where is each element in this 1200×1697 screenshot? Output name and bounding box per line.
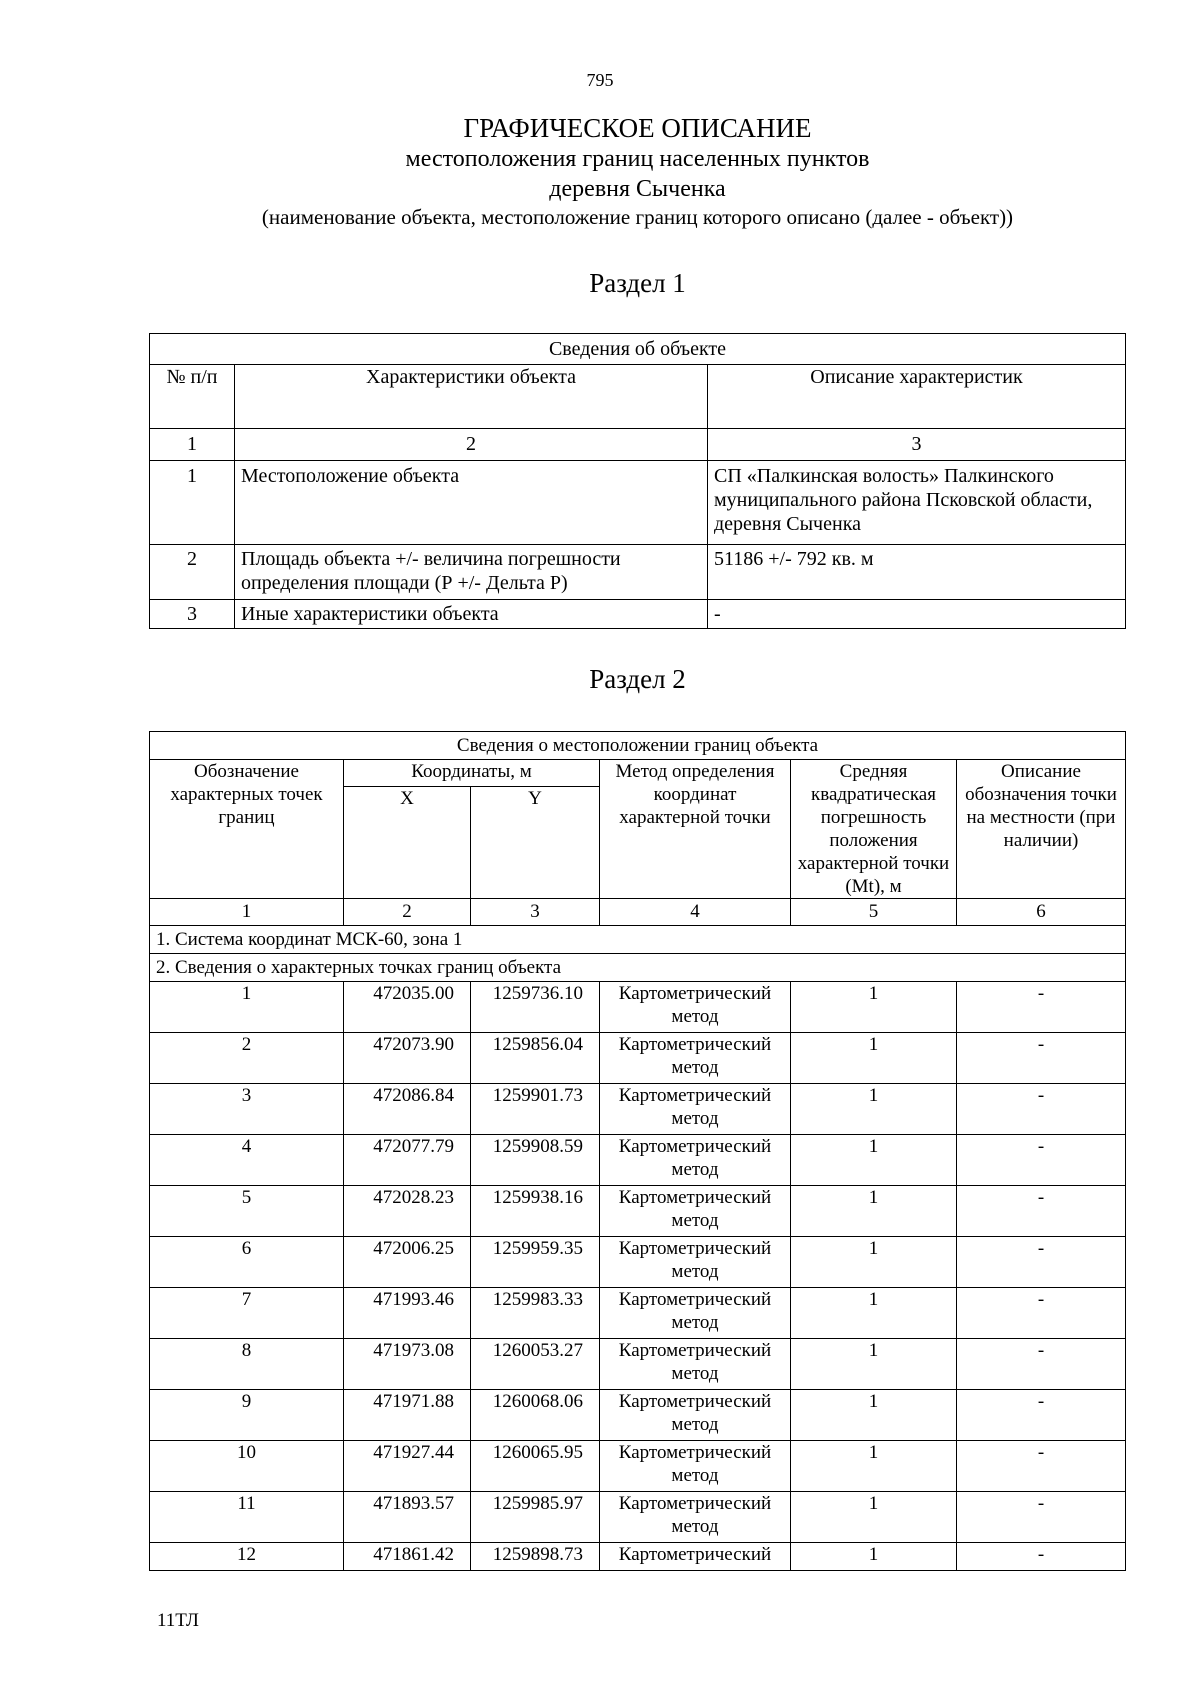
point-x: 472028.23	[344, 1186, 471, 1237]
point-number: 5	[150, 1186, 344, 1237]
point-method: Картометрический метод	[600, 1084, 791, 1135]
page-number: 795	[586, 70, 614, 90]
point-y: 1259938.16	[471, 1186, 600, 1237]
row-number: 2	[150, 545, 235, 600]
point-mt: 1	[791, 1543, 957, 1571]
object-info-table	[149, 333, 1126, 629]
table-row	[150, 1492, 1126, 1543]
point-mt: 1	[791, 1339, 957, 1390]
row-desc: СП «Палкинская волость» Палкинского муниципального района Псковской области, деревня Сыченка	[708, 461, 1126, 545]
point-desc: -	[957, 1288, 1126, 1339]
point-mt: 1	[791, 1084, 957, 1135]
document-title: ГРАФИЧЕСКОЕ ОПИСАНИЕ	[463, 113, 812, 143]
table-row	[150, 600, 1126, 629]
row-name: Местоположение объекта	[235, 461, 708, 545]
point-y: 1259959.35	[471, 1237, 600, 1288]
table-row	[150, 545, 1126, 600]
point-y: 1259736.10	[471, 982, 600, 1033]
column-number: 1	[150, 429, 235, 461]
point-mt: 1	[791, 1237, 957, 1288]
point-x: 471927.44	[344, 1441, 471, 1492]
point-x: 471973.08	[344, 1339, 471, 1390]
row-number: 3	[150, 600, 235, 629]
point-x: 472006.25	[344, 1237, 471, 1288]
header-error: Средняя квадратическая погрешность положения характерной точки (Mt), м	[791, 760, 957, 899]
point-method: Картометрический метод	[600, 1441, 791, 1492]
table-caption: Сведения о местоположении границ объекта	[150, 732, 1126, 760]
header-coords: Координаты, м	[344, 760, 600, 787]
point-method: Картометрический метод	[600, 1033, 791, 1084]
header-desc: Описание обозначения точки на местности (при наличии)	[957, 760, 1126, 899]
point-mt: 1	[791, 1033, 957, 1084]
point-y: 1259901.73	[471, 1084, 600, 1135]
point-number: 3	[150, 1084, 344, 1135]
point-desc: -	[957, 1084, 1126, 1135]
point-number: 8	[150, 1339, 344, 1390]
row-name: Площадь объекта +/- величина погрешности определения площади (Р +/- Дельта Р)	[235, 545, 708, 600]
row-number: 1	[150, 461, 235, 545]
point-y: 1259898.73	[471, 1543, 600, 1571]
column-number: 2	[235, 429, 708, 461]
table-caption: Сведения об объекте	[150, 334, 1126, 365]
row-desc: -	[708, 600, 1126, 629]
header-cell: Характеристики объекта	[235, 365, 708, 429]
point-x: 471893.57	[344, 1492, 471, 1543]
point-method: Картометрический метод	[600, 1339, 791, 1390]
row-name: Иные характеристики объекта	[235, 600, 708, 629]
point-mt: 1	[791, 982, 957, 1033]
header-cell: № п/п	[150, 365, 235, 429]
point-number: 1	[150, 982, 344, 1033]
point-x: 471861.42	[344, 1543, 471, 1571]
column-number: 4	[600, 899, 791, 926]
point-desc: -	[957, 1543, 1126, 1571]
boundary-points-table	[149, 731, 1126, 1571]
point-x: 472077.79	[344, 1135, 471, 1186]
point-method: Картометрический метод	[600, 1288, 791, 1339]
point-desc: -	[957, 1135, 1126, 1186]
section2-title: Раздел 2	[589, 664, 686, 694]
table-row	[150, 982, 1126, 1033]
table-row	[150, 1033, 1126, 1084]
point-y: 1259985.97	[471, 1492, 600, 1543]
point-desc: -	[957, 1033, 1126, 1084]
table-row	[150, 1390, 1126, 1441]
point-y: 1260053.27	[471, 1339, 600, 1390]
table-row	[150, 1288, 1126, 1339]
point-desc: -	[957, 1441, 1126, 1492]
point-x: 472086.84	[344, 1084, 471, 1135]
column-number: 3	[471, 899, 600, 926]
point-y: 1260068.06	[471, 1390, 600, 1441]
table-row	[150, 1084, 1126, 1135]
point-number: 12	[150, 1543, 344, 1571]
point-desc: -	[957, 1237, 1126, 1288]
point-desc: -	[957, 1186, 1126, 1237]
row-desc: 51186 +/- 792 кв. м	[708, 545, 1126, 600]
point-number: 10	[150, 1441, 344, 1492]
point-mt: 1	[791, 1288, 957, 1339]
point-y: 1259983.33	[471, 1288, 600, 1339]
table-row	[150, 1186, 1126, 1237]
header-cell: Описание характеристик	[708, 365, 1126, 429]
point-desc: -	[957, 1390, 1126, 1441]
header-method: Метод определения координат характерной точки	[600, 760, 791, 899]
point-method: Картометрический	[600, 1543, 791, 1571]
column-number: 3	[708, 429, 1126, 461]
point-method: Картометрический метод	[600, 1492, 791, 1543]
point-x: 472073.90	[344, 1033, 471, 1084]
point-x: 471993.46	[344, 1288, 471, 1339]
table-row	[150, 1135, 1126, 1186]
table-row	[150, 1339, 1126, 1390]
point-number: 9	[150, 1390, 344, 1441]
point-y: 1259908.59	[471, 1135, 600, 1186]
column-number: 5	[791, 899, 957, 926]
point-number: 4	[150, 1135, 344, 1186]
section1-title: Раздел 1	[589, 268, 686, 298]
footer-code: 11ТЛ	[157, 1610, 199, 1631]
points-section-line: 2. Сведения о характерных точках границ объекта	[150, 954, 1126, 982]
point-mt: 1	[791, 1135, 957, 1186]
point-method: Картометрический метод	[600, 982, 791, 1033]
point-number: 7	[150, 1288, 344, 1339]
object-hint: (наименование объекта, местоположение границ которого описано (далее - объект))	[261, 205, 1014, 229]
header-y: Y	[471, 787, 600, 899]
header-x: X	[344, 787, 471, 899]
object-name: деревня Сыченка	[549, 176, 726, 202]
table-row	[150, 461, 1126, 545]
point-mt: 1	[791, 1186, 957, 1237]
point-number: 2	[150, 1033, 344, 1084]
point-x: 471971.88	[344, 1390, 471, 1441]
column-number: 2	[344, 899, 471, 926]
table-row	[150, 1237, 1126, 1288]
coordinate-system-line: 1. Система координат МСК-60, зона 1	[150, 926, 1126, 954]
document-subtitle: местоположения границ населенных пунктов	[405, 146, 870, 172]
point-y: 1259856.04	[471, 1033, 600, 1084]
point-mt: 1	[791, 1441, 957, 1492]
point-y: 1260065.95	[471, 1441, 600, 1492]
point-desc: -	[957, 1492, 1126, 1543]
point-method: Картометрический метод	[600, 1237, 791, 1288]
document-header	[0, 112, 1200, 231]
point-number: 6	[150, 1237, 344, 1288]
point-desc: -	[957, 982, 1126, 1033]
point-mt: 1	[791, 1390, 957, 1441]
point-number: 11	[150, 1492, 344, 1543]
point-mt: 1	[791, 1492, 957, 1543]
column-number: 6	[957, 899, 1126, 926]
point-desc: -	[957, 1339, 1126, 1390]
header-point: Обозначение характерных точек границ	[150, 760, 344, 899]
column-number: 1	[150, 899, 344, 926]
table-row	[150, 1441, 1126, 1492]
point-method: Картометрический метод	[600, 1135, 791, 1186]
table-row	[150, 1543, 1126, 1571]
point-method: Картометрический метод	[600, 1186, 791, 1237]
point-x: 472035.00	[344, 982, 471, 1033]
point-method: Картометрический метод	[600, 1390, 791, 1441]
